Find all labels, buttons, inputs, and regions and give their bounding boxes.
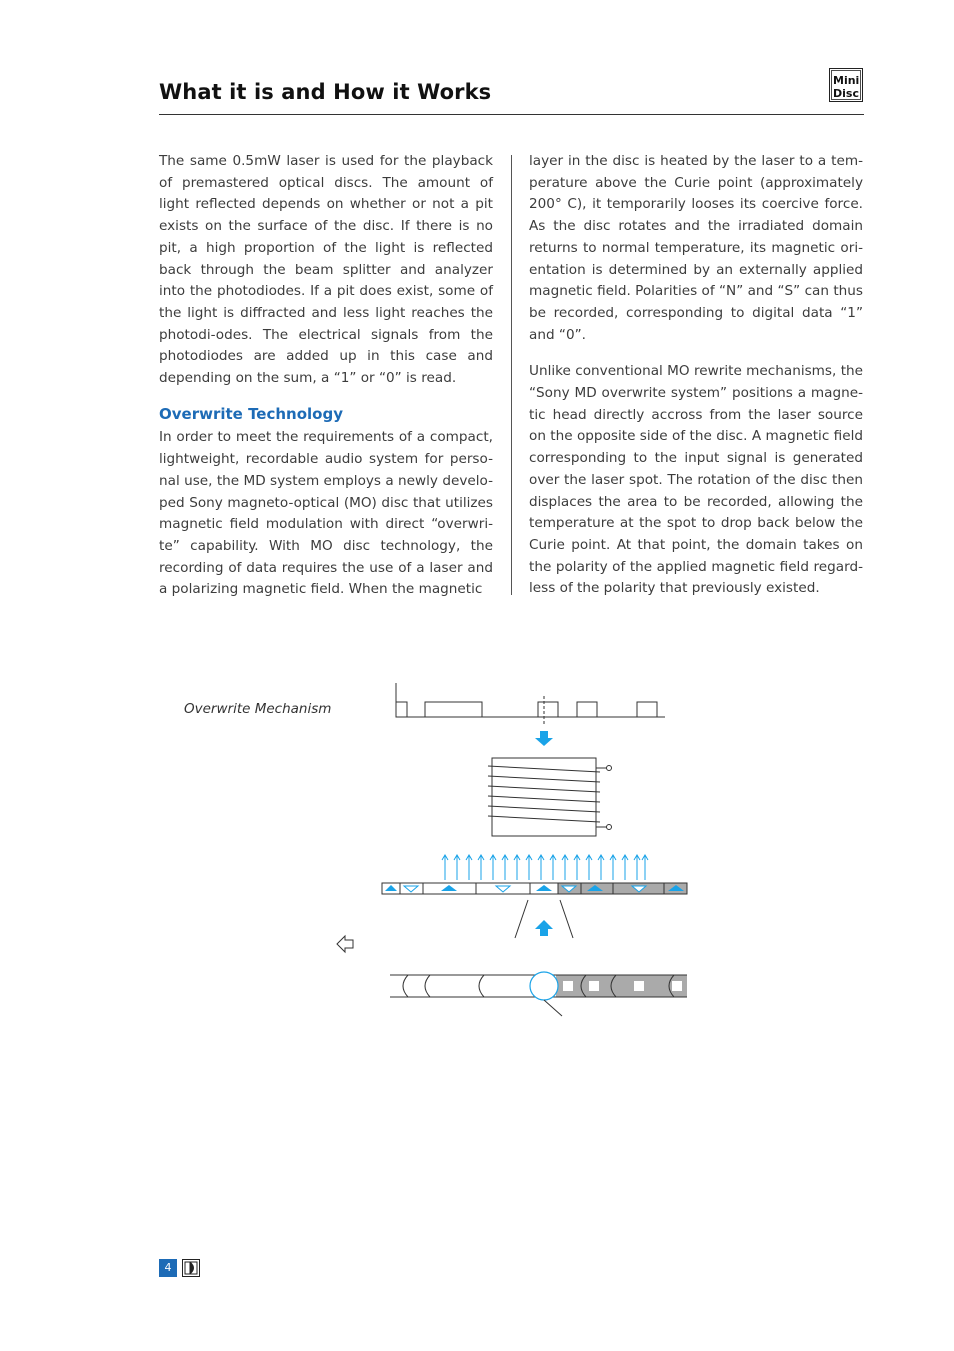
left-column [159, 151, 493, 601]
right-column [529, 151, 863, 600]
title-divider [159, 114, 864, 115]
svg-text:Mini: Mini [833, 74, 860, 87]
figure-caption: Overwrite Mechanism [184, 701, 332, 717]
minidisc-small-icon [182, 1259, 200, 1277]
input-signal-waveform [396, 683, 665, 724]
magnetic-field-arrows [442, 855, 648, 880]
laser-spot [530, 972, 558, 1000]
body-paragraph: layer in the disc is heated by the laser to a tem-perature above the Curie point (approximately 200° C), it temporarily looses its coercive force. As the disc rotates and the irradiated domain returns to normal temperature, its magnetic ori-entation is determined by an externally applied magnetic field. Polarities of “N” and “S” can thus be recorded, corresponding to digital data “1” and “0”. [529, 153, 863, 343]
svg-text:Disc: Disc [833, 87, 859, 100]
disc-track [390, 972, 687, 1016]
section-heading: Overwrite Technology [159, 404, 343, 423]
body-paragraph: In order to meet the requirements of a compact, lightweight, recordable audio system for perso-nal use, the MD system employs a newly develo-ped Sony magneto-optical (MO) disc that utilizes magnetic field modulation with direct “overwri-te” capability. With MO disc technology, the recording of data requires the use of a laser and a polarizing magnetic field. When the magnetic [159, 429, 493, 598]
left-arrow-icon [337, 936, 353, 952]
column-divider [511, 155, 512, 595]
minidisc-logo [829, 68, 863, 102]
down-arrow-icon [535, 731, 553, 746]
magnetic-head-coil [488, 758, 612, 836]
disc-cross-section [382, 883, 687, 894]
overwrite-mechanism-diagram [320, 670, 710, 1030]
page-title: What it is and How it Works [159, 80, 492, 104]
laser-up-arrow-icon [535, 920, 553, 936]
body-paragraph: Unlike conventional MO rewrite mechanisms, the “Sony MD overwrite system” positions a magne-tic head directly accross from the laser source on the opposite side of the disc. A magnetic field corresponding to the input signal is generated over the laser spot. The rotation of the disc then displaces the area to be recorded, allowing the temperature at the spot to drop back below the Curie point. At that point, the domain takes on the polarity of the applied magnetic field regard-less of the polarity that previously existed. [529, 363, 863, 597]
page-number: 4 [159, 1259, 177, 1277]
body-paragraph: The same 0.5mW laser is used for the playback of premastered optical discs. The amount of light reflected depends on whether or not a pit exists on the surface of the disc. If there is no pit, a high proportion of the light is reflected back through the beam splitter and analyzer into the photodiodes. If a pit does exist, some of the light is diffracted and less light reaches the photodi-odes. The electrical signals from the photodiodes are added up in this case and depending on the sum, a “1” or “0” is read. [159, 153, 493, 387]
